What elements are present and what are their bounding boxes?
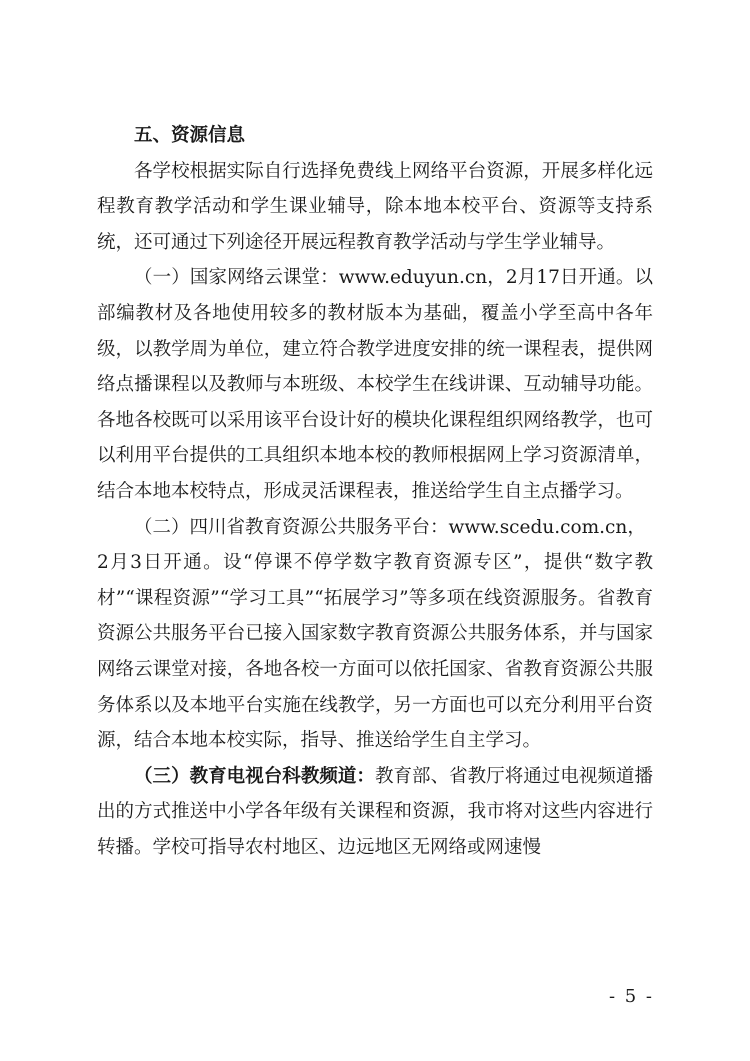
item-label: （一）国家网络云课堂：www.eduyun.cn，2月17日开通。 — [134, 267, 635, 289]
item-label: （二）四川省教育资源公共服务平台：www.scedu.com.cn， — [134, 516, 646, 538]
item-body: 2月3日开通。设“停课不停学数字教育资源专区”，提供“数字教材”“课程资源”“学习工具”“拓展学习”等多项在线资源服务。省教育资源公共服务平台已接入国家数字教育资源公共服务体系，并与国家网络云课堂对接，各地各校一方面可以依托国家、省教育资源公共服务体系以及本地平台实施在线教学，另一方面也可以充分利用平台资源，结合本地本校实际，指导、推送给学生自主学习。 — [97, 552, 653, 752]
item-sichuan-platform — [97, 510, 653, 759]
item-education-tv — [97, 759, 653, 866]
section-heading: 五、资源信息 — [134, 125, 246, 146]
item-body: 以部编教材及各地使用较多的教材版本为基础，覆盖小学至高中各年级，以教学周为单位，建立符合教学进度安排的统一课程表，提供网络点播课程以及教师与本班级、本校学生在线讲课、互动辅导功能。各地各校既可以采用该平台设计好的模块化课程组织网络教学，也可以利用平台提供的工具组织本地本校的教师根据网上学习资源清单，结合本地本校特点，形成灵活课程表，推送给学生自主点播学习。 — [97, 267, 653, 502]
section-intro: 各学校根据实际自行选择免费线上网络平台资源，开展多样化远程教育教学活动和学生课业辅导，除本地本校平台、资源等支持系统，还可通过下列途径开展远程教育教学活动与学生学业辅导。 — [97, 160, 653, 253]
item-label: （三）教育电视台科教频道： — [134, 765, 375, 787]
item-body: 教育部、省教厅将通过电视频道播出的方式推送中小学各年级有关课程和资源，我市将对这些内容进行转播。学校可指导农村地区、边远地区无网络或网速慢 — [97, 765, 653, 858]
page-number: - 5 - — [608, 986, 654, 1007]
document-body — [97, 118, 653, 865]
item-national-cloud-class — [97, 260, 653, 509]
